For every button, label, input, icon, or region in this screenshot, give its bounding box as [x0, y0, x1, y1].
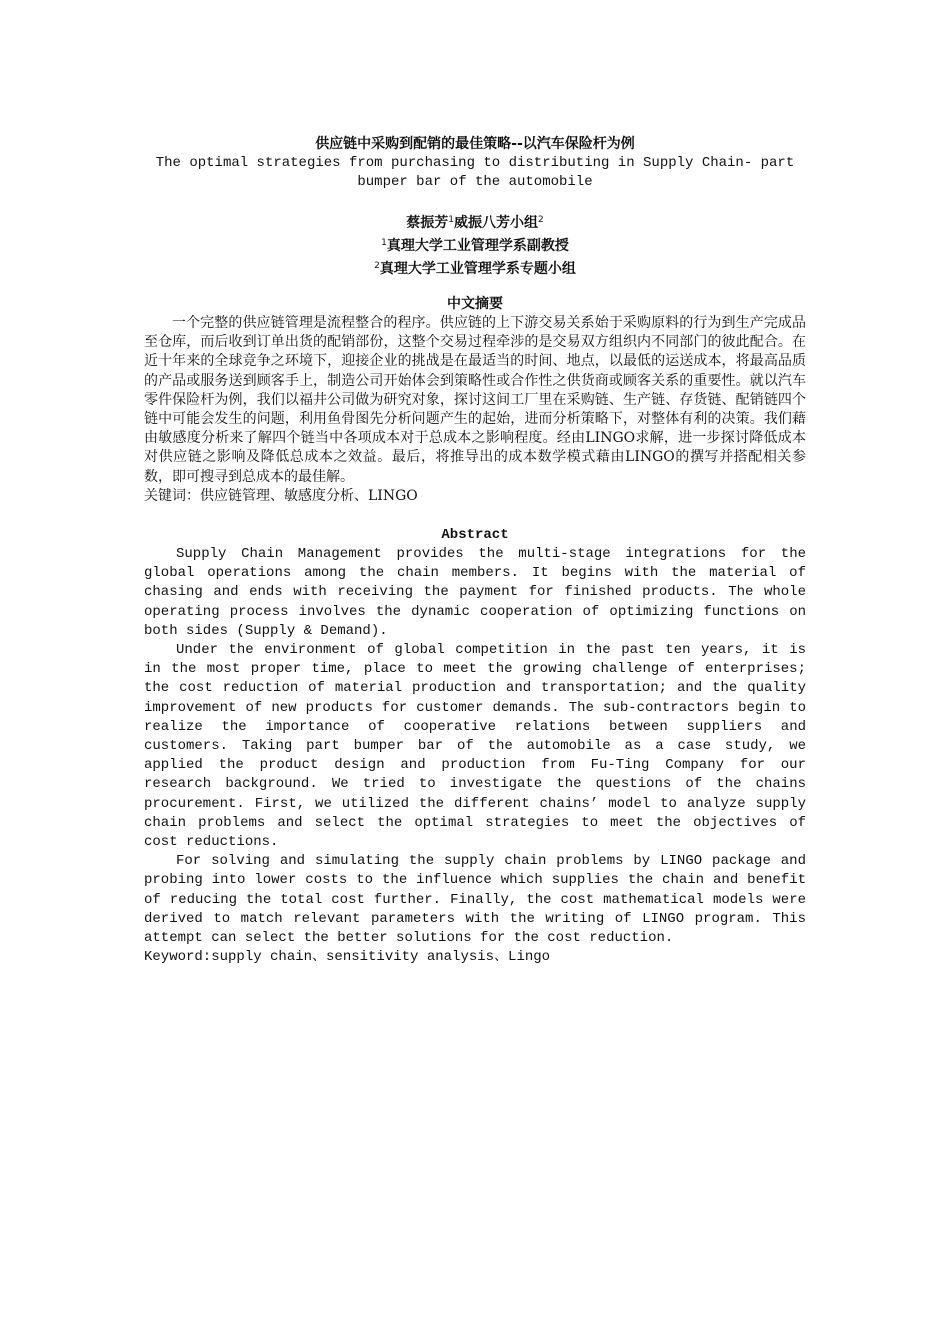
affiliation-2	[144, 256, 806, 279]
affiliation-2-text: 真理大学工业管理学系专题小组	[379, 261, 576, 277]
author-name-1: 蔡振芳	[406, 215, 449, 231]
author-name-2: 威振八芳小组	[454, 215, 538, 231]
author-superscript-2: 2	[538, 215, 544, 225]
english-abstract-paragraph-3: For solving and simulating the supply chain problems by LINGO package and probing into lower costs to the influence which supplies the chain and benefit of reducing the total cost further. Finally, the cost mathematical models were derived to match relevant parameters with the writing of LINGO program. This attempt can select the better solutions for the cost reduction.	[144, 853, 806, 947]
english-abstract-paragraph-2: Under the environment of global competition in the past ten years, it is in the most proper time, place to meet the growing challenge of enterprises; the cost reduction of material production and transportation; and the quality improvement of new products for customer demands. The sub-contractors begin to realize the importance of cooperative relations between suppliers and customers. Taking part bumper bar of the automobile as a case study, we applied the product design and production from Fu-Ting Company for our research background. We tried to investigate the questions of the chains procurement. First, we utilized the different chains’ model to analyze supply chain problems and select the optimal strategies to meet the objectives of cost reductions.	[144, 642, 806, 851]
english-abstract-heading: Abstract	[441, 527, 509, 544]
author-block	[144, 210, 806, 279]
paper-page	[144, 134, 806, 968]
author-superscript-1: 1	[448, 215, 454, 225]
author-names	[144, 210, 806, 233]
english-abstract-paragraph-1: Supply Chain Management provides the multi-stage integrations for the global operations among the chain members. It begins with the material of chasing and ends with receiving the payment for finished products. The whole operating process involves the dynamic cooperation of optimizing functions on both sides (Supply & Demand).	[144, 546, 806, 639]
affiliation-1-marker: 1	[381, 238, 387, 248]
title-english-line1: The optimal strategies from purchasing to distributing in Supply Chain- part	[155, 155, 795, 171]
english-keywords: Keyword:supply chain、sensitivity analysis、Lingo	[144, 949, 551, 966]
affiliation-1	[144, 233, 806, 256]
title-chinese: 供应链中采购到配销的最佳策略--以汽车保险杆为例	[315, 136, 635, 152]
affiliation-1-text: 真理大学工业管理学系副教授	[386, 238, 569, 254]
title-english-line2: bumper bar of the automobile	[357, 174, 593, 190]
chinese-keywords: 关键词：供应链管理、敏感度分析、LINGO	[144, 487, 418, 504]
chinese-abstract-body: 一个完整的供应链管理是流程整合的程序。供应链的上下游交易关系始于采购原料的行为到生产完成品至仓库，而后收到订单出货的配销部份，这整个交易过程牵涉的是交易双方组织内不同部门的彼此配合。在近十年来的全球竞争之环境下，迎接企业的挑战是在最适当的时间、地点，以最低的运送成本，将最高品质的产品或服务送到顾客手上，制造公司开始体会到策略性或合作性之供货商或顾客关系的重要性。就以汽车零件保险杆为例，我们以福井公司做为研究对象，探讨这间工厂里在采购链、生产链、存货链、配销链四个链中可能会发生的问题，利用鱼骨图先分析问题产生的起始，进而分析策略下，对整体有利的决策。我们藉由敏感度分析来了解四个链当中各项成本对于总成本之影响程度。经由LINGO求解，进一步探讨降低成本对供应链之影响及降低总成本之效益。最后，将推导出的成本数学模式藉由LINGO的撰写并搭配相关参数，即可搜寻到总成本的最佳解。	[144, 315, 806, 485]
affiliation-2-marker: 2	[374, 261, 380, 271]
chinese-abstract-heading: 中文摘要	[447, 296, 503, 312]
